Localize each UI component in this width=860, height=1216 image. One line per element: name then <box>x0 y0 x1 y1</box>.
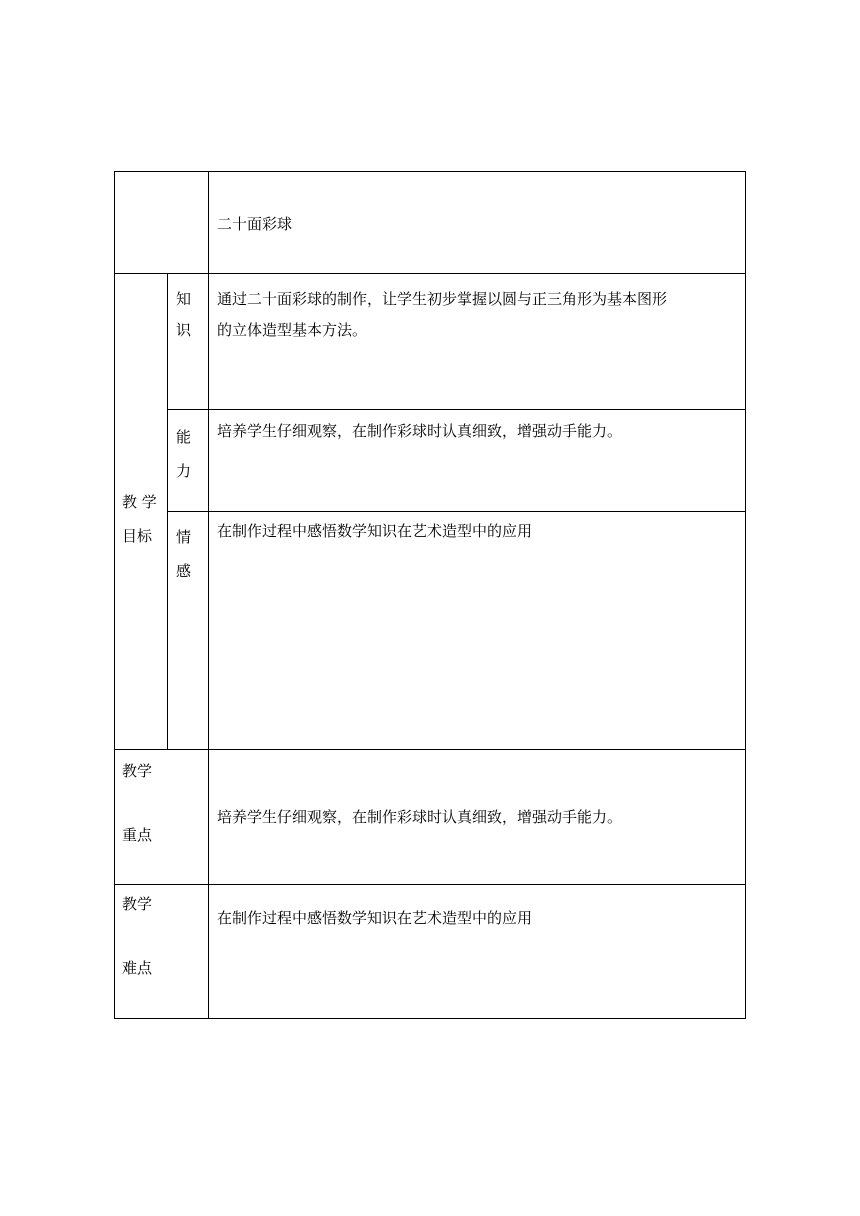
table-border-left <box>114 171 115 1019</box>
emotion-label <box>176 520 200 588</box>
objectives-label-line2: 目标 <box>122 527 153 545</box>
ability-text: 培养学生仔细观察，在制作彩球时认真细致，增强动手能力。 <box>217 422 623 440</box>
key-points-label <box>122 760 202 846</box>
row-divider-knowledge <box>167 409 746 410</box>
difficult-points-label-line1: 教学 <box>122 895 153 913</box>
row-divider-ability <box>167 511 746 512</box>
ability-label <box>176 420 200 488</box>
knowledge-label-line2: 识 <box>176 321 192 339</box>
knowledge-label <box>176 284 200 346</box>
knowledge-text <box>217 284 742 346</box>
ability-label-line2: 力 <box>176 462 192 480</box>
knowledge-text-line2: 的立体造型基本方法。 <box>217 321 368 339</box>
ability-label-line1: 能 <box>176 428 192 446</box>
knowledge-text-line1: 通过二十面彩球的制作，让学生初步掌握以圆与正三角形为基本图形 <box>217 290 668 308</box>
difficult-points-label-line2: 难点 <box>122 959 153 977</box>
key-points-label-line1: 教学 <box>122 762 153 780</box>
knowledge-label-line1: 知 <box>176 290 192 308</box>
column-divider-content <box>208 171 209 1019</box>
emotion-text: 在制作过程中感悟数学知识在艺术造型中的应用 <box>217 522 533 540</box>
lesson-title-value: 二十面彩球 <box>217 215 293 233</box>
difficult-points-label <box>122 893 202 979</box>
emotion-label-line1: 情 <box>176 528 192 546</box>
objectives-label <box>122 485 166 553</box>
objectives-label-line1: 教 学 <box>122 493 157 511</box>
difficult-points-text: 在制作过程中感悟数学知识在艺术造型中的应用 <box>217 909 533 927</box>
table-border-right <box>745 171 746 1019</box>
emotion-label-line2: 感 <box>176 562 192 580</box>
column-divider-sub <box>167 273 168 750</box>
key-points-label-line2: 重点 <box>122 826 153 844</box>
key-points-text: 培养学生仔细观察，在制作彩球时认真细致，增强动手能力。 <box>217 808 623 826</box>
